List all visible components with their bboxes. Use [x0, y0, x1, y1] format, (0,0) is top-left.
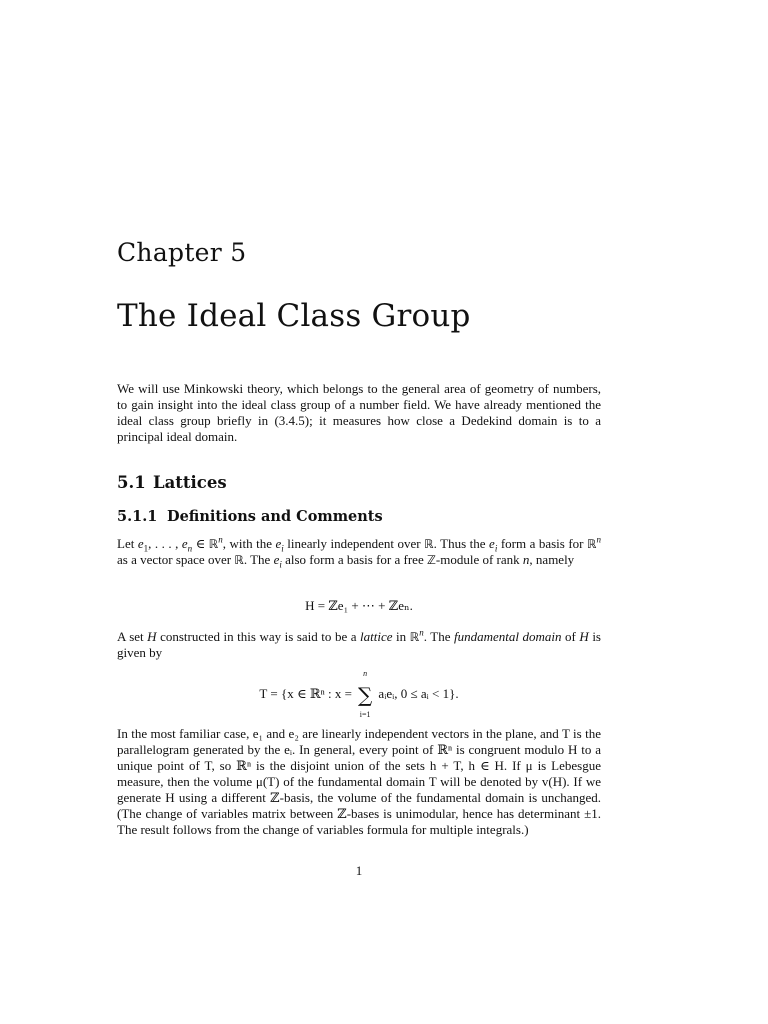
chapter-title: The Ideal Class Group — [117, 298, 471, 334]
section-title: Lattices — [153, 473, 227, 492]
subsection-title: Definitions and Comments — [167, 508, 383, 525]
section-number: 5.1 — [117, 473, 146, 492]
chapter-label: Chapter 5 — [117, 238, 247, 267]
subsection-number: 5.1.1 — [117, 508, 158, 525]
section-heading — [117, 473, 227, 492]
subsection-heading — [117, 508, 383, 525]
intro-paragraph: We will use Minkowski theory, which belongs to the general area of geometry of numbers, to gain insight into the ideal class group of a number field. We have already mentioned the ideal class group briefly in (3.4.5); it measures how close a Dedekind domain is to a principal ideal domain. — [117, 381, 601, 444]
lattice-equation: H = ℤe₁ + ⋯ + ℤeₙ. — [305, 598, 413, 613]
page-number: 1 — [355, 863, 363, 878]
definition-paragraph: Let $e_1$, . . . , $e_n$ ∈ ℝ$^n$, with the $e_i$ linearly independent over ℝ. Thus the $e_i$ form a basis for ℝ$^n$ as a vector space over ℝ. The $e_i$ also form a basis for a free ℤ-module of rank n, namely — [117, 534, 602, 570]
lattice-definition-paragraph: A set H constructed in this way is said to be a lattice in ℝ$^n$. The fundamental domain of H is given by — [117, 627, 601, 660]
explanation-paragraph: In the most familiar case, e₁ and e₂ are linearly independent vectors in the plane, and T is the parallelogram generated by the eᵢ. In general, every point of ℝⁿ is congruent modulo H to a unique point of T, so ℝⁿ is the disjoint union of the sets h + T, h ∈ H. If μ is Lebesgue measure, then the volume μ(T) of the fundamental domain T will be denoted by v(H). If we generate H using a different ℤ-basis, the volume of the fundamental domain is unchanged. (The change of variables matrix between ℤ-bases is unimodular, hence has determinant ±1. The result follows from the change of variables formula for multiple integrals.) — [117, 726, 601, 837]
fundamental-domain-equation: T = {x ∈ ℝⁿ : x = n ∑ i=1 aᵢeᵢ, 0 ≤ aᵢ < 1}. — [259, 669, 459, 719]
summation-symbol: n ∑ i=1 — [358, 669, 373, 719]
